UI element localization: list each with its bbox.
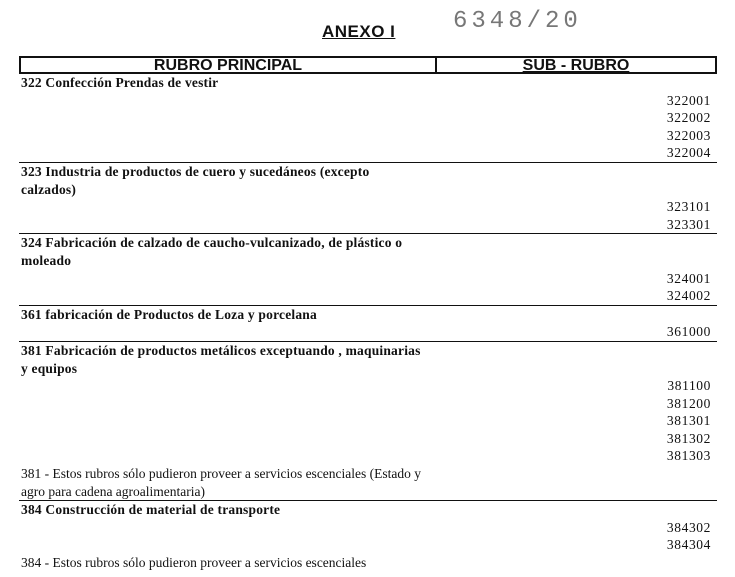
- rubro-note: 381 - Estos rubros sólo pudieron proveer a servicios escenciales (Estado y agro para cadena agroalimentaria): [21, 466, 422, 499]
- column-header-sub-rubro: [437, 58, 715, 72]
- sub-rubro-list: [19, 270, 717, 305]
- rubro-group-323: [19, 163, 717, 234]
- table-header: [19, 56, 717, 74]
- column-header-rubro-principal: RUBRO PRINCIPAL: [21, 58, 437, 72]
- rubro-table: [19, 56, 717, 572]
- sub-rubro-code: 324001: [666, 270, 711, 286]
- sub-rubro-code: 381100: [667, 378, 711, 394]
- sub-rubro-list: [19, 198, 717, 233]
- rubro-group-381: [19, 342, 717, 501]
- rubro-title: 384 Construcción de material de transporte: [21, 502, 281, 518]
- sub-rubro-code: 322001: [666, 92, 711, 108]
- document-header: [0, 0, 735, 50]
- rubro-group-384: [19, 501, 717, 571]
- sub-rubro-code: 384304: [666, 537, 711, 553]
- rubro-title: 323 Industria de productos de cuero y sucedáneos (excepto calzados): [21, 163, 370, 197]
- rubro-title: 322 Confección Prendas de vestir: [21, 75, 219, 90]
- sub-rubro-code: 323101: [666, 199, 711, 215]
- sub-rubro-code: 324002: [666, 288, 711, 304]
- document-number-stamp: 6348/20: [453, 8, 582, 35]
- sub-rubro-code: 381301: [666, 413, 711, 429]
- sub-rubro-code: 381302: [666, 430, 711, 446]
- sub-rubro-code: 381200: [666, 395, 711, 411]
- sub-rubro-code: 322004: [666, 145, 711, 161]
- rubro-title: 361 fabricación de Productos de Loza y porcelana: [21, 306, 317, 322]
- sub-rubro-list: [19, 519, 717, 554]
- sub-rubro-label: SUB - RUBRO: [522, 57, 630, 74]
- sub-rubro-code: 384302: [666, 519, 711, 535]
- sub-rubro-list: [19, 92, 717, 162]
- sub-rubro-code: 381303: [666, 448, 711, 464]
- rubro-group-324: [19, 234, 717, 305]
- rubro-title: 324 Fabricación de calzado de caucho-vulcanizado, de plástico o moleado: [21, 235, 403, 268]
- sub-rubro-code: 322003: [666, 127, 711, 143]
- rubro-note: 384 - Estos rubros sólo pudieron proveer a servicios escenciales: [21, 555, 367, 571]
- annex-title: ANEXO I: [322, 22, 396, 41]
- sub-rubro-code: 361000: [666, 324, 711, 340]
- sub-rubro-code: 323301: [666, 216, 711, 232]
- rubro-group-322: [19, 74, 717, 163]
- rubro-group-361: [19, 306, 717, 342]
- sub-rubro-code: 322002: [666, 110, 711, 126]
- sub-rubro-list: [19, 323, 717, 341]
- sub-rubro-list: [19, 377, 717, 465]
- rubro-title: 381 Fabricación de productos metálicos exceptuando , maquinarias y equipos: [21, 342, 421, 376]
